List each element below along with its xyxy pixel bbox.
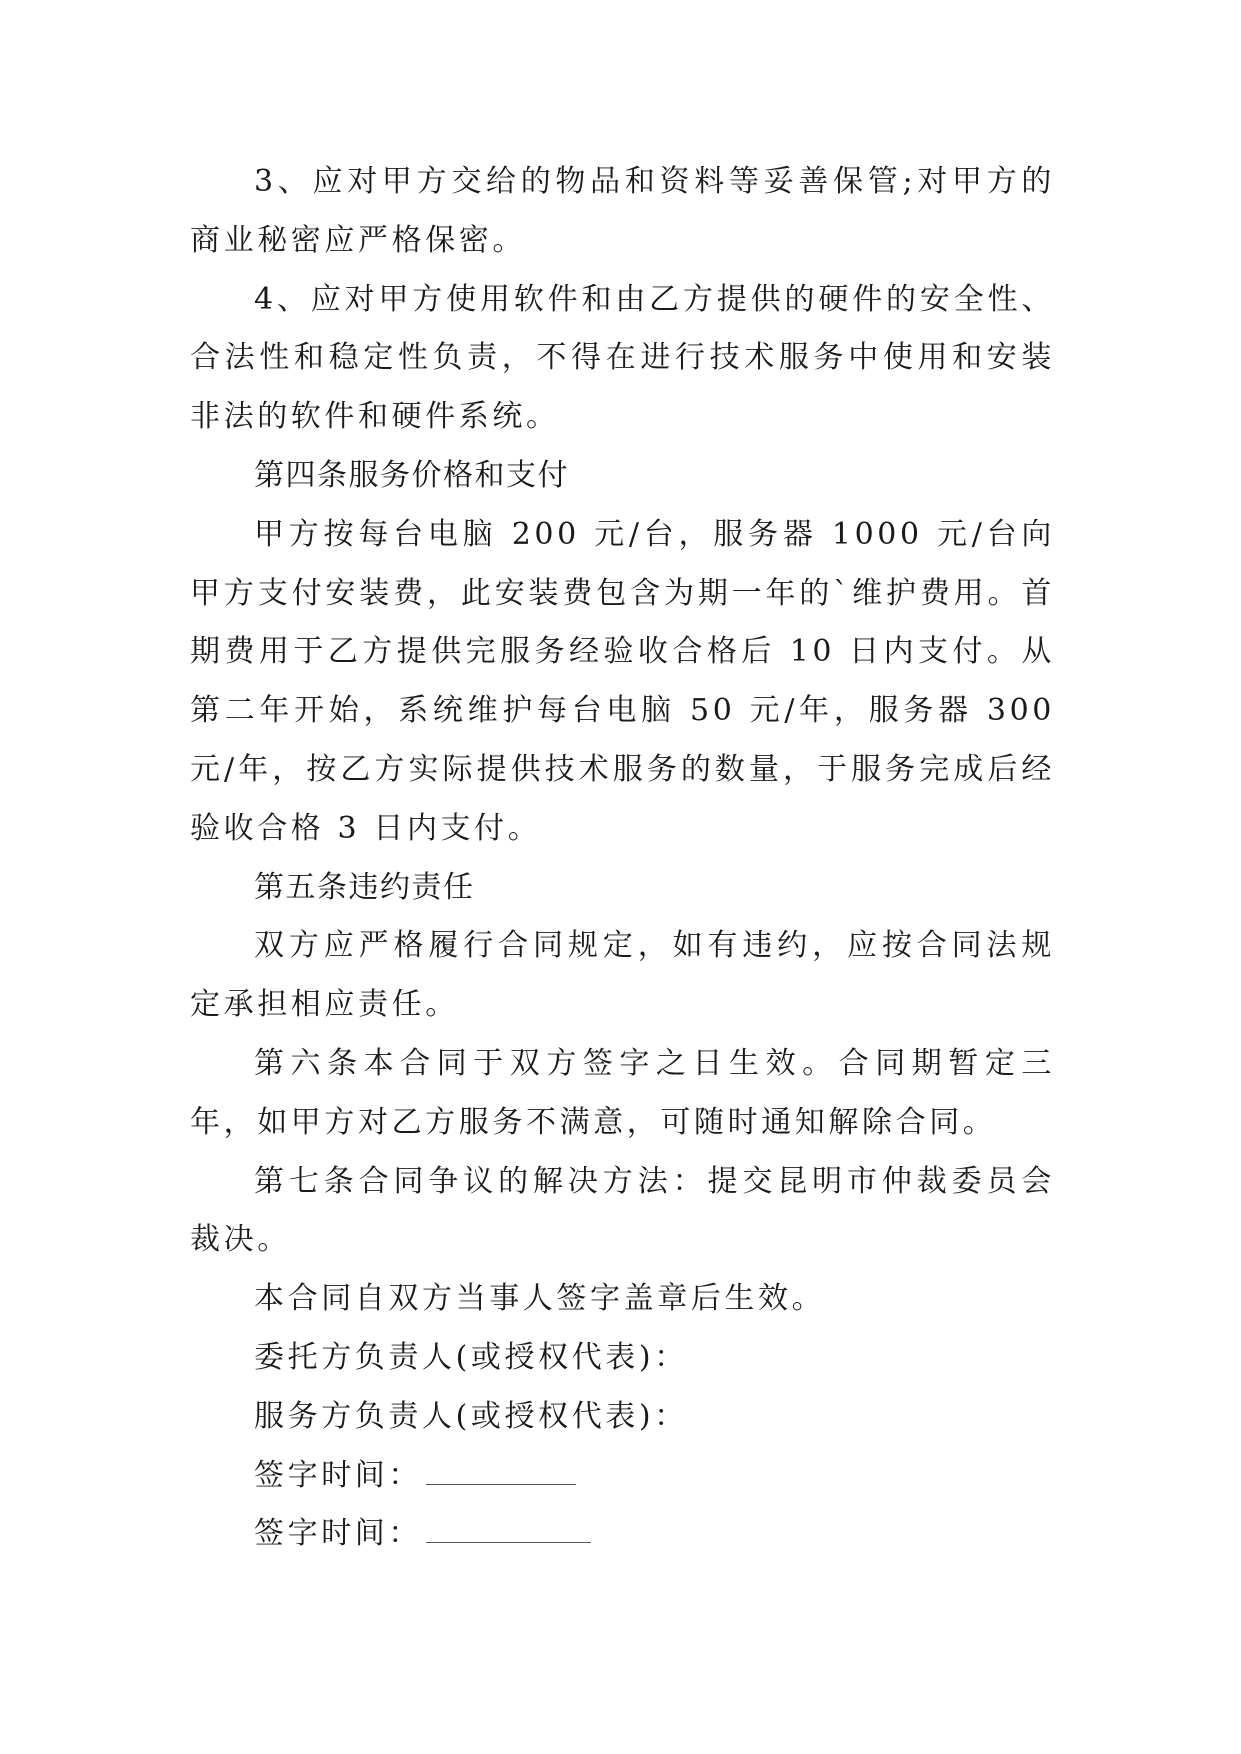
article-6-body: 第六条本合同于双方签字之日生效。合同期暂定三年，如甲方对乙方服务不满意，可随时通知解除合同。	[190, 1045, 1055, 1140]
client-signatory-label: 委托方负责人(或授权代表)：	[254, 1339, 688, 1375]
article-7-body: 第七条合同争议的解决方法：提交昆明市仲裁委员会裁决。	[190, 1163, 1055, 1258]
sign-time-blank[interactable]	[426, 1512, 591, 1543]
article-5-heading: 第五条违约责任	[254, 869, 475, 905]
clause-item-3: 3、应对甲方交给的物品和资料等妥善保管;对甲方的商业秘密应严格保密。	[190, 164, 1055, 258]
sign-time-blank[interactable]	[426, 1454, 576, 1485]
sign-time-label: 签字时间：	[254, 1457, 422, 1493]
sign-time-label: 签字时间：	[254, 1516, 422, 1552]
sign-time-row-1	[190, 1447, 1055, 1506]
effective-clause: 本合同自双方当事人签字盖章后生效。	[254, 1281, 826, 1317]
service-signatory-label: 服务方负责人(或授权代表)：	[254, 1398, 688, 1434]
article-4-body: 甲方按每台电脑 200 元/台，服务器 1000 元/台向甲方支付安装费，此安装费包含为期一年的`维护费用。首期费用于乙方提供完服务经验收合格后 10 日内支付。从第二年开始，系统维护每台电脑 50 元/年，服务器 300 元/年，按乙方实际提供技术服务的数量，于服务完成后经验收合格 3 日内支付。	[190, 516, 1055, 846]
article-5-body: 双方应严格履行合同规定，如有违约，应按合同法规定承担相应责任。	[190, 928, 1055, 1023]
sign-time-row-2	[190, 1505, 1055, 1564]
contract-page	[190, 153, 1055, 1564]
article-4-heading: 第四条服务价格和支付	[254, 457, 569, 493]
clause-item-4: 4、应对甲方使用软件和由乙方提供的硬件的安全性、合法性和稳定性负责，不得在进行技术服务中使用和安装非法的软件和硬件系统。	[190, 281, 1055, 435]
